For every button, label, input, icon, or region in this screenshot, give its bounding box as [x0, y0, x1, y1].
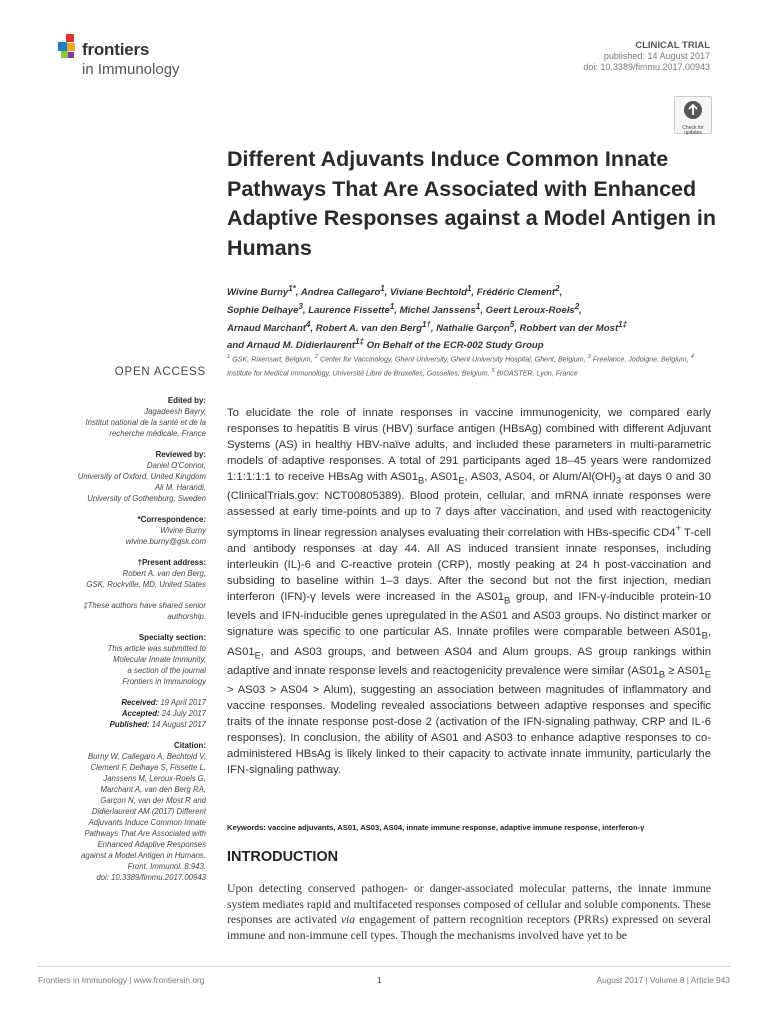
present-address-section [58, 557, 206, 590]
page-number: 1 [377, 975, 382, 985]
check-updates-icon [683, 100, 703, 120]
footer-volume-info: August 2017 | Volume 8 | Article 943 [596, 975, 730, 985]
specialty-text: This article was submitted to Molecular Innate Immunity, a section of the journal Frontiers in Immunology [107, 644, 206, 686]
correspondence-text[interactable]: Wivine Burny wivine.burny@gsk.com [125, 526, 206, 546]
author-list: Wivine Burny$^{1*}$, Andrea Callegaro$^1$, Viviane Bechtold$^1$, Frédéric Clement$^2$, Sophie Delhaye$^3$, Laurence Fissette$^1$, Michel Janssens$^1$, Geert Leroux-Roels$^2$, Arnaud Marchant$^4$, Robert A. van den Berg$^{1\dagger}$, Nathalie Garçon$^5$, Robbert van der Most$^{1\ddagger}$ and Arnaud M. Didierlaurent$^{1\ddagger}$ On Behalf of the ECR-002 Study Group [227, 284, 628, 352]
dates-section [58, 697, 206, 730]
journal-logo-word-frontiers: frontiers [82, 40, 150, 59]
introduction-heading: INTRODUCTION [227, 849, 339, 865]
published-value: 14 August 2017 [151, 720, 206, 729]
citation-heading: Citation: [174, 741, 206, 750]
introduction-text: Upon detecting conserved pathogen- or danger-associated molecular patterns, the innate immune system mediates rapid and multifaceted responses composed of cellular and soluble components. These responses are activated via engagement of pattern recognition receptors (PRRs) expressed on several immune and non-immune cell types. Though the mechanisms involved have yet to be [227, 882, 712, 942]
reviewed-by-section [58, 449, 206, 504]
accepted-label: Accepted: [121, 709, 160, 718]
accepted-value: 24 July 2017 [161, 709, 206, 718]
abstract: To elucidate the role of innate responses in vaccine immunogenicity, we compared early responses to hepatitis B virus (HBV) surface antigen (HBsAg) combined with different Adjuvant Systems (AS) in healthy HBV-naïve adults, and included these parameters in multi-parametric models of adaptive responses. A total of 291 participants aged 18–45 years were randomized 1:1:1:1:1 to receive HBsAg with $AS01_B$, $AS01_E$, AS03, AS04, or Alum/$Al(OH)_3$ at days 0 and 30 (ClinicalTrials.gov: NCT00805389). Blood protein, cellular, and mRNA innate responses were assessed at early time-points and up to 7 days after vaccination, and used with reactogenicity symptoms in linear regression analyses evaluating their correlation with HBs-specific CD4+ T-cell and antibody responses at day 44. All AS induced transient innate responses, including interleukin (IL)-6 and C-reactive protein (CRP), mostly peaking at 24 h post-vaccination and subsiding to baseline within 1–3 days. After the second but not the first injection, median interferon (IFN)-γ levels were increased in the $AS01_B$ group, and IFN-γ-inducible protein-10 levels and IFN-inducible genes upregulated in the AS01 and AS03 groups. No distinct marker or signature was specific to one particular AS. Innate profiles were comparable between $AS01_B$, $AS01_E$, and AS03 groups, and between AS04 and Alum groups. AS group rankings within adaptive and innate response levels and reactogenicity prevalence were similar ($AS01_B \ge AS01_E > AS03 > AS04$ > Alum), suggesting an association between magnitudes of inflammatory and vaccine responses. Modeling revealed associations between adaptive responses and specific traits of the innate response post-dose 2 (activation of the IFN-signaling pathway, CRP and IL-6 responses). In conclusion, the ability of AS01 and AS03 to enhance adaptive responses to co-administered HBsAg is likely linked to their capacity to activate innate immunity, particularly the IFN-signaling pathway. [227, 407, 712, 777]
published-label: Published: [109, 720, 150, 729]
journal-logo-word-immunology: in Immunology [82, 61, 180, 78]
accepted-date [58, 708, 206, 719]
keywords: Keywords: vaccine adjuvants, AS01, AS03, AS04, innate immune response, adaptive immune response, interferon-γ [227, 823, 645, 832]
article-type: CLINICAL TRIAL [635, 40, 710, 51]
shared-senior-note [58, 600, 206, 622]
citation-section [58, 740, 206, 883]
article-doi[interactable]: doi: 10.3389/fimmu.2017.00943 [583, 62, 710, 72]
reviewed-by-text: Daniel O'Connor, University of Oxford, United Kingdom Ali M. Harandi, University of Gothenburg, Sweden [77, 461, 206, 503]
edited-by-heading: Edited by: [167, 396, 206, 405]
received-date [58, 697, 206, 708]
edited-by-section [58, 395, 206, 439]
received-value: 19 April 2017 [160, 698, 206, 707]
affiliations: $^1$ GSK, Rixensart, Belgium, $^2$ Center for Vaccinology, Ghent University, Ghent University Hospital, Ghent, Belgium, $^3$ Freelance, Jodoigne, Belgium, $^4$ Institute for Medical Immunology, Université Libre de Bruxelles, Gosselies, Belgium, $^5$ BIOASTER, Lyon, France [227, 354, 694, 378]
open-access-label: OPEN ACCESS [114, 366, 206, 378]
published-date: published: 14 August 2017 [603, 51, 710, 61]
present-address-heading: †Present address: [137, 558, 206, 567]
check-for-updates-label: Check for updates [682, 125, 704, 136]
specialty-heading: Specialty section: [138, 633, 206, 642]
published-date-sidebar [58, 719, 206, 730]
edited-by-text: Jagadeesh Bayry, Institut national de la santé et de la recherche médicale, France [85, 407, 206, 438]
frontiers-logo-icon [58, 34, 80, 64]
footer-divider [38, 966, 730, 967]
reviewed-by-heading: Reviewed by: [155, 450, 206, 459]
article-meta [583, 40, 710, 73]
correspondence-heading: *Correspondence: [137, 515, 206, 524]
correspondence-section [58, 514, 206, 547]
shared-senior-text: ‡These authors have shared senior authorship. [83, 601, 206, 621]
check-for-updates-badge[interactable] [674, 96, 712, 134]
article-title: Different Adjuvants Induce Common Innate Pathways That Are Associated with Enhanced Adaptive Responses against a Model Antigen in Humans [227, 147, 717, 260]
article-info-sidebar [58, 366, 206, 893]
present-address-text: Robert A. van den Berg, GSK, Rockville, MD, United States [86, 569, 206, 589]
footer-journal-link[interactable]: Frontiers in Immunology | www.frontiersin.org [38, 975, 205, 985]
received-label: Received: [121, 698, 159, 707]
citation-text: Burny W, Callegaro A, Bechtold V, Clement F, Delhaye S, Fissette L, Janssens M, Leroux-Roels G, Marchant A, van den Berg RA, Garçon N, van der Most R and Didierlaurent AM (2017) Different Adjuvants Induce Common Innate Pathways That Are Associated with Enhanced Adaptive Responses against a Model Antigen in Humans. Front. Immunol. 8:943. doi: 10.3389/fimmu.2017.00943 [81, 752, 206, 882]
specialty-section [58, 632, 206, 687]
